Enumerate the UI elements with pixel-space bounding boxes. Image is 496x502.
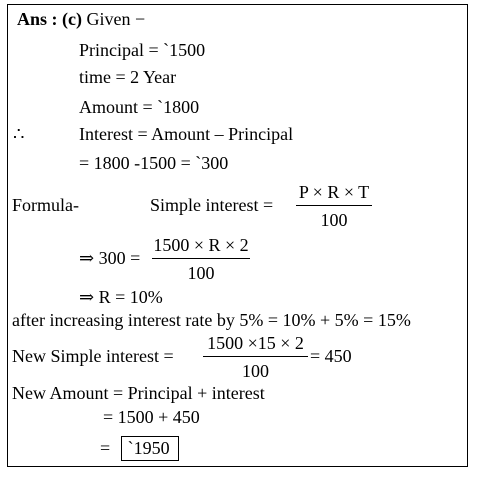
- new-si-numerator: 1500 ×15 × 2: [207, 333, 304, 353]
- new-amount-sum: = 1500 + 450: [103, 407, 200, 427]
- step1-numerator: 1500 × R × 2: [153, 235, 249, 255]
- given-heading: Given −: [86, 9, 146, 29]
- step1-lhs: ⇒ 300 =: [79, 248, 141, 268]
- formula-denominator: 100: [320, 210, 348, 230]
- interest-formula: Interest = Amount – Principal: [79, 124, 294, 144]
- therefore-symbol: ∴: [13, 124, 25, 144]
- formula-lhs: Simple interest =: [150, 195, 274, 215]
- fraction-bar: [152, 258, 250, 259]
- final-equals: =: [100, 438, 111, 458]
- final-answer-box: `1950: [121, 436, 179, 461]
- final-answer-line: [100, 436, 179, 461]
- rate-increase-line: after increasing interest rate by 5% = 10% + 5% = 15%: [12, 310, 411, 330]
- new-si-denominator: 100: [242, 361, 269, 381]
- answer-header: [17, 9, 145, 29]
- new-si-result: = 450: [310, 346, 352, 366]
- answer-label: Ans : (c): [17, 9, 82, 29]
- fraction-bar: [203, 356, 308, 357]
- step1-fraction: [152, 235, 250, 283]
- step2-result: ⇒ R = 10%: [79, 287, 163, 307]
- step1-denominator: 100: [187, 263, 215, 283]
- fraction-bar: [296, 205, 372, 206]
- given-principal: Principal = `1500: [79, 40, 206, 60]
- new-si-lhs: New Simple interest =: [12, 346, 174, 366]
- given-time: time = 2 Year: [79, 67, 177, 87]
- interest-result: = 1800 -1500 = `300: [79, 153, 229, 173]
- new-amount-formula: New Amount = Principal + interest: [12, 383, 265, 403]
- formula-numerator: P × R × T: [298, 182, 370, 202]
- formula-label: Formula-: [12, 195, 79, 215]
- given-amount: Amount = `1800: [79, 97, 200, 117]
- formula-fraction: [296, 182, 372, 230]
- new-si-fraction: [203, 333, 308, 381]
